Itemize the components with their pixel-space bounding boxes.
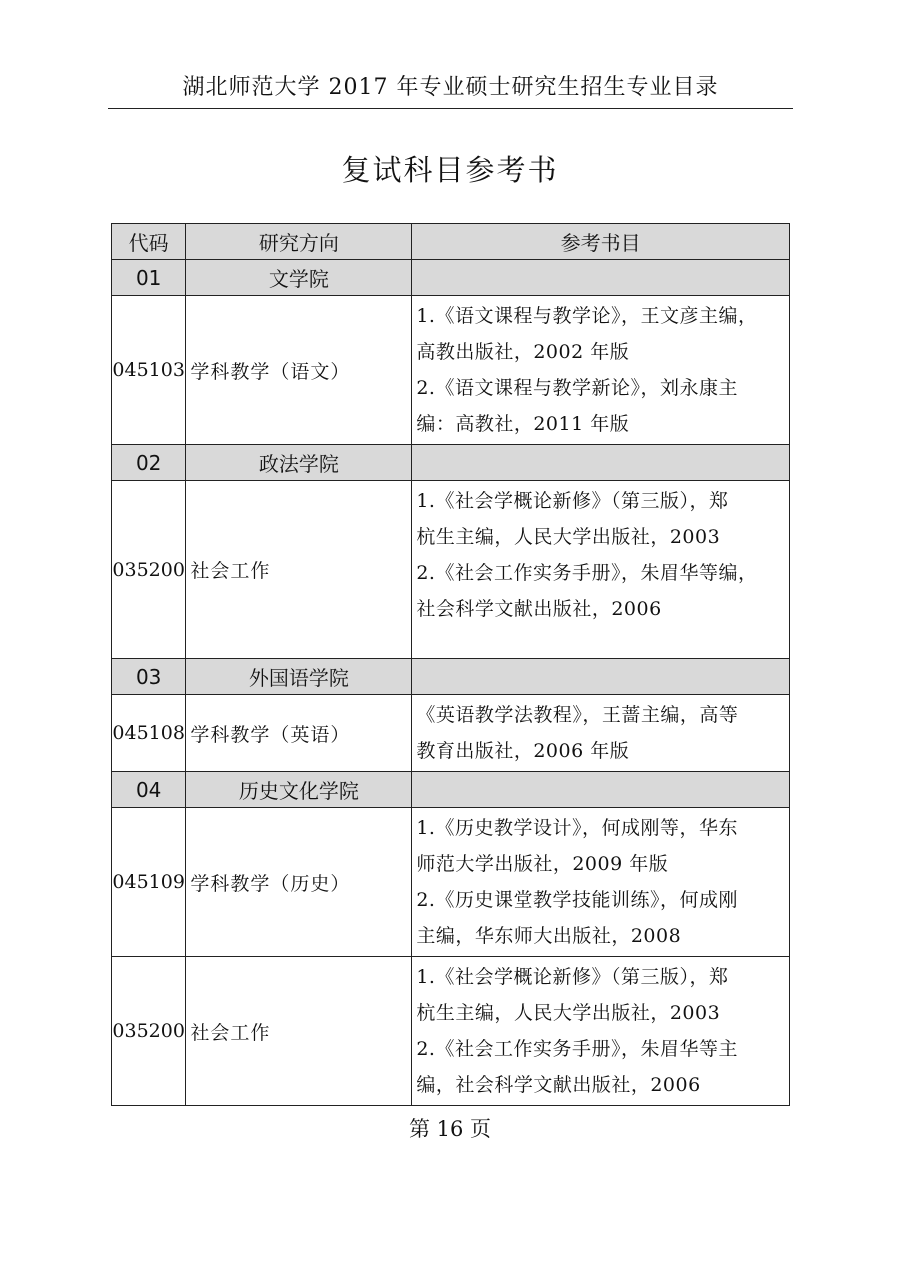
reference-line: 杭生主编，人民大学出版社，2003 <box>416 526 721 548</box>
reference-line: 1.《社会学概论新修》（第三版），郑 <box>416 490 729 512</box>
major-code: 045109 <box>112 808 186 957</box>
school-references-empty <box>412 772 790 808</box>
reference-books <box>412 695 790 772</box>
reference-line: 编，社会科学文献出版社，2006 <box>416 1074 701 1096</box>
reference-line: 2.《社会工作实务手册》，朱眉华等主 <box>416 1038 738 1060</box>
reference-books <box>412 296 790 445</box>
research-direction: 学科教学（英语） <box>186 695 412 772</box>
school-row <box>112 659 790 695</box>
reference-books <box>412 481 790 659</box>
page-number: 第 16 页 <box>408 1117 492 1141</box>
column-header-code: 代码 <box>112 224 186 260</box>
research-direction: 学科教学（历史） <box>186 808 412 957</box>
reference-line: 高教出版社，2002 年版 <box>416 341 630 363</box>
school-code: 04 <box>112 772 186 808</box>
table-row <box>112 957 790 1106</box>
school-name: 政法学院 <box>186 445 412 481</box>
reference-line: 杭生主编，人民大学出版社，2003 <box>416 1002 721 1024</box>
major-code: 045103 <box>112 296 186 445</box>
reference-line: 1.《语文课程与教学论》，王文彦主编， <box>416 305 758 327</box>
major-code: 045108 <box>112 695 186 772</box>
table-header-row <box>112 224 790 260</box>
research-direction: 社会工作 <box>186 481 412 659</box>
school-references-empty <box>412 659 790 695</box>
school-code: 01 <box>112 260 186 296</box>
school-name: 外国语学院 <box>186 659 412 695</box>
reference-line: 教育出版社，2006 年版 <box>416 740 630 762</box>
column-header-references: 参考书目 <box>412 224 790 260</box>
page-header: 湖北师范大学 2017 年专业硕士研究生招生专业目录 <box>108 70 793 109</box>
school-name: 历史文化学院 <box>186 772 412 808</box>
reference-line: 1.《历史教学设计》，何成刚等，华东 <box>416 817 738 839</box>
school-name: 文学院 <box>186 260 412 296</box>
reference-line: 主编，华东师大出版社，2008 <box>416 925 682 947</box>
table-row <box>112 808 790 957</box>
school-references-empty <box>412 445 790 481</box>
major-code: 035200 <box>112 481 186 659</box>
reference-line: 2.《语文课程与教学新论》，刘永康主 <box>416 377 738 399</box>
school-row <box>112 772 790 808</box>
table-row <box>112 296 790 445</box>
reference-line: 师范大学出版社，2009 年版 <box>416 853 669 875</box>
reference-line: 1.《社会学概论新修》（第三版），郑 <box>416 966 729 988</box>
research-direction: 学科教学（语文） <box>186 296 412 445</box>
major-code: 035200 <box>112 957 186 1106</box>
reference-books <box>412 808 790 957</box>
reference-line: 《英语教学法教程》，王蔷主编，高等 <box>416 704 739 726</box>
school-row <box>112 445 790 481</box>
table-row <box>112 695 790 772</box>
reference-line: 2.《社会工作实务手册》，朱眉华等编， <box>416 562 758 584</box>
reference-books <box>412 957 790 1106</box>
reference-book-table <box>111 223 790 1106</box>
reference-line: 社会科学文献出版社，2006 <box>416 598 662 620</box>
reference-line: 2.《历史课堂教学技能训练》，何成刚 <box>416 889 738 911</box>
school-code: 03 <box>112 659 186 695</box>
school-row <box>112 260 790 296</box>
column-header-direction: 研究方向 <box>186 224 412 260</box>
school-code: 02 <box>112 445 186 481</box>
document-title: 复试科目参考书 <box>341 153 559 187</box>
reference-line: 编：高教社，2011 年版 <box>416 413 630 435</box>
school-references-empty <box>412 260 790 296</box>
table-row <box>112 481 790 659</box>
research-direction: 社会工作 <box>186 957 412 1106</box>
